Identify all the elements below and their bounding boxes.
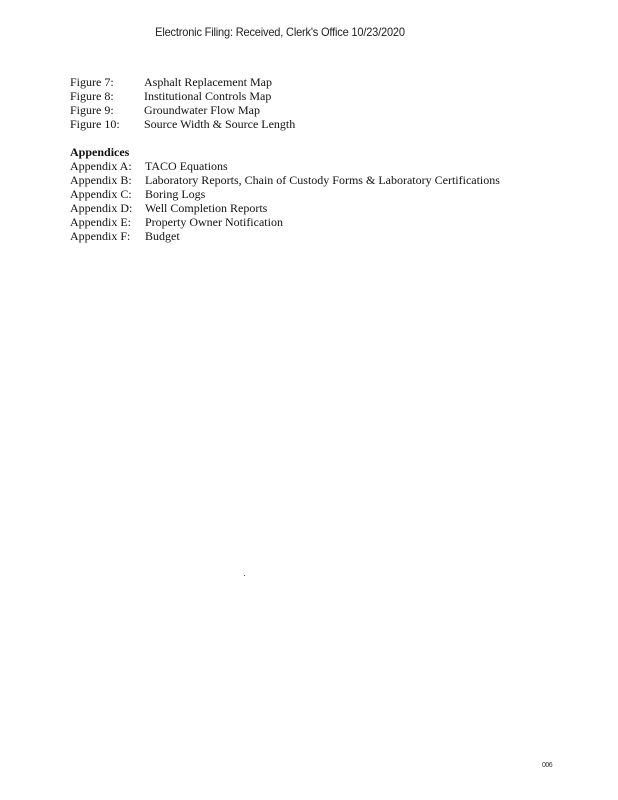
figure-row [70, 103, 500, 117]
stray-mark [244, 575, 245, 576]
appendix-label: Appendix E: [70, 215, 131, 229]
figure-label: Figure 9: [70, 103, 114, 117]
appendix-title: Budget [145, 229, 180, 243]
table-of-contents [70, 75, 500, 243]
appendix-row [70, 187, 500, 201]
appendix-label: Appendix A: [70, 159, 132, 173]
appendix-title: Well Completion Reports [145, 201, 268, 215]
appendix-title: Boring Logs [145, 187, 206, 201]
appendix-row [70, 173, 500, 187]
appendix-title: Laboratory Reports, Chain of Custody Forms & Laboratory Certifications [145, 173, 500, 187]
appendix-label: Appendix F: [70, 229, 131, 243]
appendix-label: Appendix D: [70, 201, 133, 215]
figure-title: Institutional Controls Map [144, 89, 272, 103]
figure-label: Figure 8: [70, 89, 114, 103]
appendix-title: TACO Equations [145, 159, 228, 173]
figure-title: Source Width & Source Length [144, 117, 296, 131]
appendix-row [70, 159, 500, 173]
figure-row [70, 117, 500, 131]
appendix-label: Appendix C: [70, 187, 132, 201]
appendix-label: Appendix B: [70, 173, 132, 187]
appendix-title: Property Owner Notification [145, 215, 283, 229]
figure-row [70, 75, 500, 89]
figure-label: Figure 10: [70, 117, 120, 131]
appendix-row [70, 201, 500, 215]
figure-title: Groundwater Flow Map [144, 103, 260, 117]
page-mark: 006 [542, 762, 553, 769]
figure-row [70, 89, 500, 103]
figure-label: Figure 7: [70, 75, 114, 89]
appendix-row [70, 215, 500, 229]
filing-stamp-header: Electronic Filing: Received, Clerk's Office 10/23/2020 [155, 25, 405, 39]
appendix-row [70, 229, 500, 243]
appendices-heading: Appendices [70, 145, 130, 159]
figure-title: Asphalt Replacement Map [144, 75, 272, 89]
